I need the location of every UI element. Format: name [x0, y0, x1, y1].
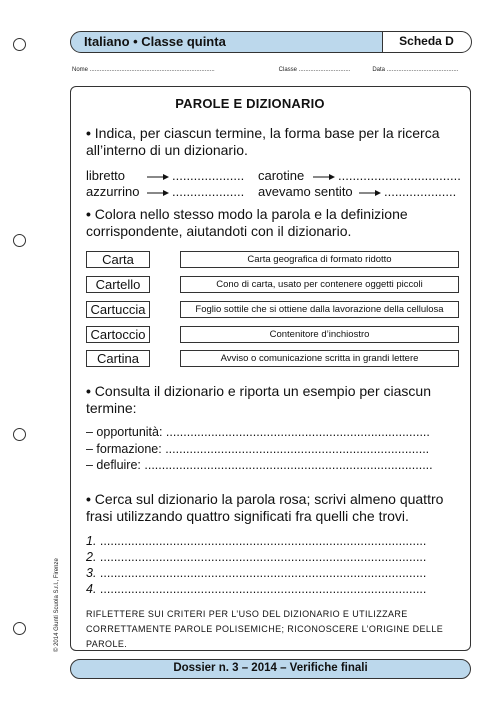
classe-field[interactable]: Classe ...............................	[278, 67, 351, 73]
word-row-avevamo-sentito	[258, 184, 456, 199]
term-cartina[interactable]: Cartina	[86, 350, 150, 367]
answer-line-formazione[interactable]: – formazione: ............................................................................	[86, 442, 430, 456]
data-field[interactable]: Data ...........................................	[372, 67, 459, 73]
nome-field[interactable]: Nome ...........................................................................	[72, 67, 215, 73]
scheda-label: Scheda D	[382, 31, 472, 53]
word-row-azzurrino	[86, 184, 244, 199]
copyright-notice: © 2014 Giunti Scuola S.r.l., Firenze	[54, 558, 60, 652]
arrow-icon	[313, 173, 335, 181]
sentence-dots: ..............................................................................................	[99, 566, 427, 580]
student-fields	[72, 67, 470, 73]
word-azzurrino: azzurrino	[86, 184, 140, 199]
term-carta[interactable]: Carta	[86, 251, 150, 268]
exercise-1-instruction	[86, 125, 466, 159]
sentence-number: 3.	[86, 566, 97, 580]
sentence-line-1[interactable]	[86, 534, 426, 548]
punch-hole-4	[13, 622, 26, 635]
exercise-2-bullet: •	[86, 206, 91, 222]
definition-1[interactable]: Carta geografica di formato ridotto	[180, 251, 459, 268]
sentence-dots: ..............................................................................................	[99, 534, 427, 548]
exercise-3-text: Consulta il dizionario e riporta un esempio per ciascun termine:	[86, 383, 431, 416]
answer-azzurrino[interactable]: ....................	[172, 184, 245, 199]
answer-carotine[interactable]: ..................................	[338, 168, 461, 183]
answer-avevamo-sentito[interactable]: ....................	[384, 184, 457, 199]
term-cartuccia[interactable]: Cartuccia	[86, 301, 150, 318]
punch-hole-3	[13, 428, 26, 441]
arrow-icon	[359, 189, 381, 197]
answer-line-defluire[interactable]: – defluire: ...................................................................................	[86, 458, 433, 472]
exercise-2-instruction	[86, 206, 466, 240]
exercise-2-text: Colora nello stesso modo la parola e la definizione corrispondente, aiutandoti con il dizionario.	[86, 206, 408, 239]
footer-bar: Dossier n. 3 – 2014 – Verifiche finali	[70, 659, 471, 679]
word-row-carotine	[258, 168, 461, 183]
arrow-icon	[147, 173, 169, 181]
exercise-1-bullet: •	[86, 125, 91, 141]
definition-2[interactable]: Cono di carta, usato per contenere oggetti piccoli	[180, 276, 459, 293]
term-cartoccio[interactable]: Cartoccio	[86, 326, 150, 343]
page-title: PAROLE E DIZIONARIO	[175, 96, 325, 111]
header-bar	[70, 31, 471, 53]
arrow-icon	[147, 189, 169, 197]
sentence-line-3[interactable]	[86, 566, 426, 580]
sentence-number: 1.	[86, 534, 97, 548]
word-libretto: libretto	[86, 168, 126, 183]
exercise-3-bullet: •	[86, 383, 91, 399]
term-cartello[interactable]: Cartello	[86, 276, 150, 293]
punch-hole-2	[13, 234, 26, 247]
sentence-line-4[interactable]	[86, 582, 426, 596]
exercise-4-text: Cerca sul dizionario la parola rosa; scrivi almeno quattro frasi utilizzando quattro significati fra quelli che trovi.	[86, 491, 444, 524]
punch-hole-1	[13, 38, 26, 51]
header-subject: Italiano • Classe quinta	[84, 34, 226, 49]
exercise-4-instruction	[86, 491, 466, 525]
exercise-3-instruction	[86, 383, 466, 417]
exercise-4-bullet: •	[86, 491, 91, 507]
word-carotine: carotine	[258, 168, 305, 183]
sentence-dots: ..............................................................................................	[99, 550, 427, 564]
sentence-number: 2.	[86, 550, 97, 564]
word-avevamo-sentito: avevamo sentito	[258, 184, 353, 199]
definition-3[interactable]: Foglio sottile che si ottiene dalla lavorazione della cellulosa	[180, 301, 459, 318]
sentence-number: 4.	[86, 582, 97, 596]
answer-libretto[interactable]: ....................	[172, 168, 245, 183]
answer-line-opportunita[interactable]: – opportunità: ............................................................................	[86, 425, 430, 439]
definition-5[interactable]: Avviso o comunicazione scritta in grandi lettere	[180, 350, 459, 367]
learning-goals: RIFLETTERE SUI CRITERI PER L’USO DEL DIZIONARIO E UTILIZZARE CORRETTAMENTE PAROLE POLISEMICHE; RICONOSCERE L’ORIGINE DELLE PAROLE.	[86, 609, 444, 649]
definition-4[interactable]: Contenitore d’inchiostro	[180, 326, 459, 343]
exercise-1-text: Indica, per ciascun termine, la forma base per la ricerca all’interno di un dizionario.	[86, 125, 440, 158]
sentence-line-2[interactable]	[86, 550, 426, 564]
word-row-libretto	[86, 168, 244, 183]
sentence-dots: ..............................................................................................	[99, 582, 427, 596]
